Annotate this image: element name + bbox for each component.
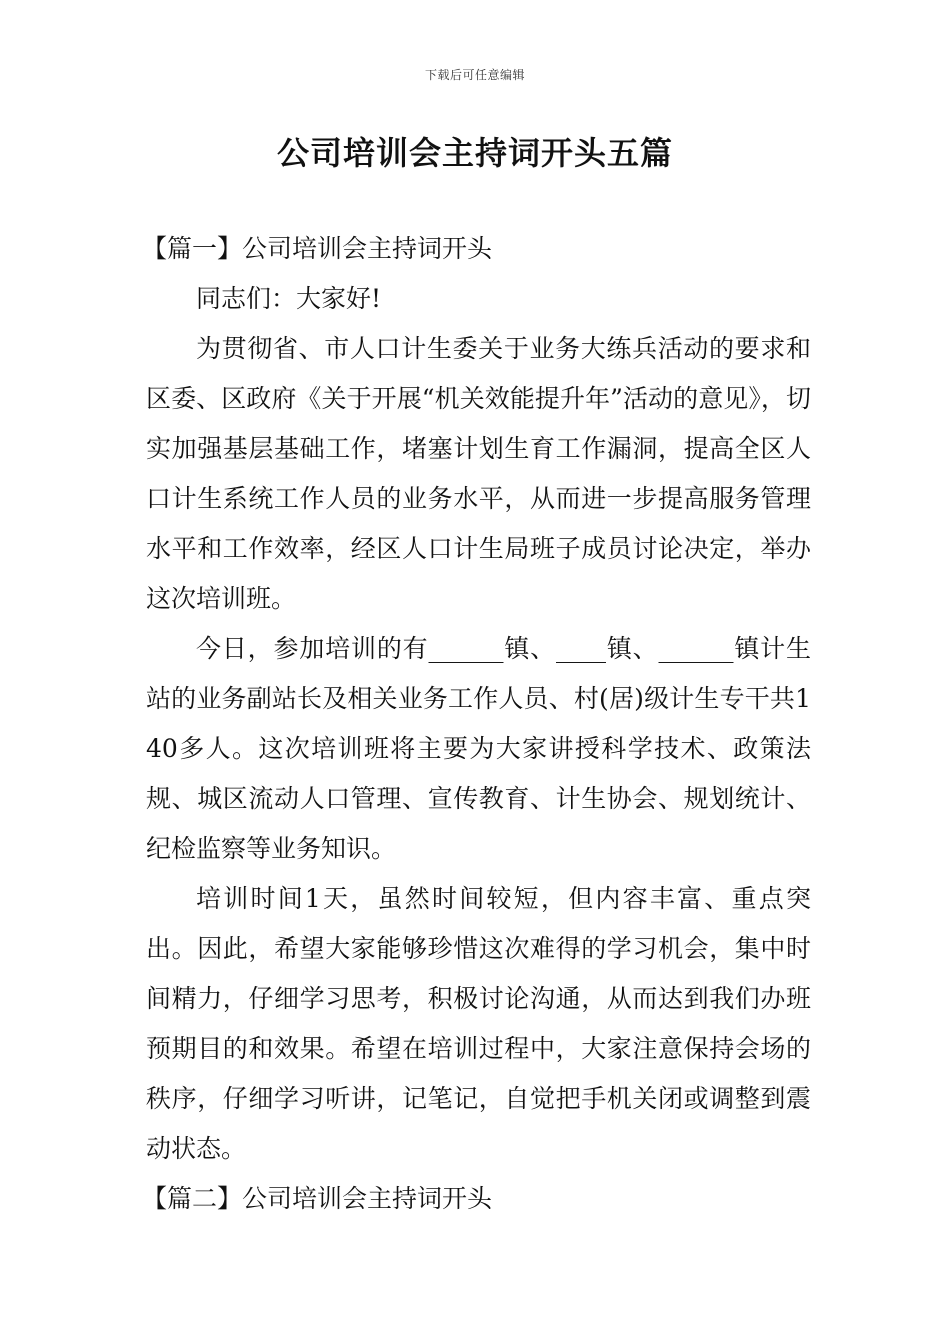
paragraph-purpose: 为贯彻省、市人口计生委关于业务大练兵活动的要求和区委、区政府《关于开展“机关效能提升年”活动的意见》，切实加强基层基础工作，堵塞计划生育工作漏洞，提高全区人口计生系统工作人员的业务水平，从而进一步提高服务管理水平和工作效率，经区人口计生局班子成员讨论决定，举办这次培训班。	[146, 334, 811, 613]
section-heading-1: 【篇一】公司培训会主持词开头	[142, 234, 493, 263]
paragraph-participants: 今日，参加培训的有______镇、____镇、______镇计生站的业务副站长及相关业务工作人员、村(居)级计生专干共140多人。这次培训班将主要为大家讲授科学技术、政策法规、城区流动人口管理、宣传教育、计生协会、规划统计、纪检监察等业务知识。	[146, 634, 811, 863]
paragraph-schedule: 培训时间1天，虽然时间较短，但内容丰富、重点突出。因此，希望大家能够珍惜这次难得的学习机会，集中时间精力，仔细学习思考，积极讨论沟通，从而达到我们办班预期目的和效果。希望在培训过程中，大家注意保持会场的秩序，仔细学习听讲，记笔记，自觉把手机关闭或调整到震动状态。	[146, 884, 811, 1163]
header-note: 下载后可任意编辑	[424, 68, 525, 82]
section-heading-2: 【篇二】公司培训会主持词开头	[142, 1184, 493, 1213]
document-title: 公司培训会主持词开头五篇	[276, 134, 673, 172]
paragraph-greeting: 同志们：大家好!	[196, 284, 382, 313]
document-body	[142, 224, 811, 1224]
